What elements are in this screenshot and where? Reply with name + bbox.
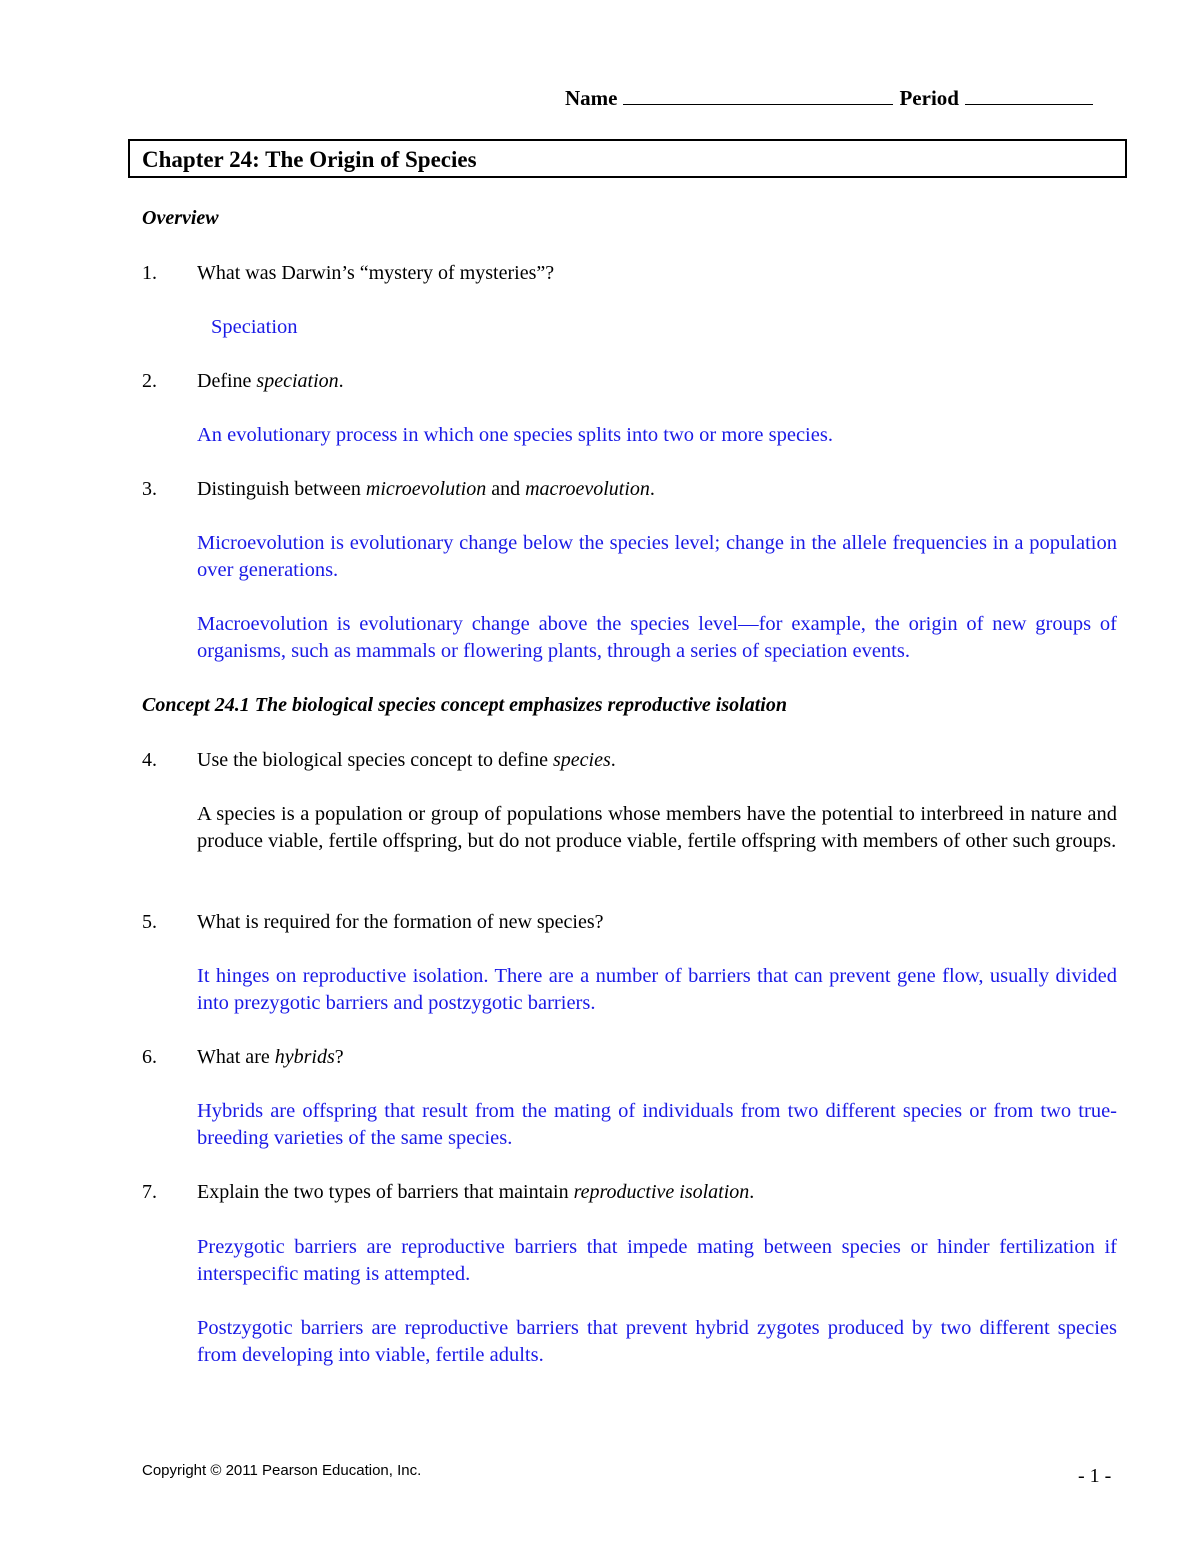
name-period-line: [565, 86, 1125, 111]
section-concept-24-1: Concept 24.1 The biological species concept emphasizes reproductive isolation: [142, 694, 787, 716]
answer-5: It hinges on reproductive isolation. There are a number of barriers that can prevent gene flow, usually divided into prezygotic barriers and postzygotic barriers.: [197, 965, 1117, 1014]
answer-6: Hybrids are offspring that result from the mating of individuals from two different species or from two true-breeding varieties of the same species.: [197, 1100, 1117, 1149]
answer-2: An evolutionary process in which one species splits into two or more species.: [197, 424, 833, 446]
question-text: What are hybrids?: [197, 1046, 344, 1068]
question-text: Distinguish between microevolution and macroevolution.: [197, 478, 655, 500]
question-text: Explain the two types of barriers that maintain reproductive isolation.: [197, 1181, 755, 1203]
copyright-footer: Copyright © 2011 Pearson Education, Inc.: [142, 1462, 422, 1479]
question-number: 4.: [142, 749, 157, 771]
section-overview: Overview: [142, 207, 219, 229]
question-number: 7.: [142, 1181, 157, 1203]
question-number: 6.: [142, 1046, 157, 1068]
period-label: Period: [899, 86, 959, 110]
question-text: Define speciation.: [197, 370, 344, 392]
chapter-title: Chapter 24: The Origin of Species: [142, 147, 477, 172]
name-label: Name: [565, 86, 618, 110]
question-number: 5.: [142, 911, 157, 933]
question-number: 1.: [142, 262, 157, 284]
question-text: What is required for the formation of new species?: [197, 911, 604, 933]
answer-3a: Microevolution is evolutionary change below the species level; change in the allele frequencies in a population over generations.: [197, 532, 1117, 581]
question-text: What was Darwin’s “mystery of mysteries”?: [197, 262, 555, 284]
answer-7a: Prezygotic barriers are reproductive barriers that impede mating between species or hinder fertilization if interspecific mating is attempted.: [197, 1236, 1117, 1285]
chapter-title-box: [128, 139, 1127, 178]
answer-3b: Macroevolution is evolutionary change above the species level—for example, the origin of new groups of organisms, such as mammals or flowering plants, through a series of speciation events.: [197, 613, 1117, 662]
question-text: Use the biological species concept to define species.: [197, 749, 616, 771]
answer-4: A species is a population or group of populations whose members have the potential to interbreed in nature and produce viable, fertile offspring, but do not produce viable, fertile offspring with members of other such groups.: [197, 803, 1117, 852]
answer-1: Speciation: [211, 316, 298, 338]
name-blank[interactable]: [623, 86, 893, 105]
period-blank[interactable]: [965, 86, 1093, 105]
answer-7b: Postzygotic barriers are reproductive barriers that prevent hybrid zygotes produced by two different species from developing into viable, fertile adults.: [197, 1317, 1117, 1366]
question-number: 2.: [142, 370, 157, 392]
question-number: 3.: [142, 478, 157, 500]
page-number: - 1 -: [1078, 1465, 1112, 1487]
